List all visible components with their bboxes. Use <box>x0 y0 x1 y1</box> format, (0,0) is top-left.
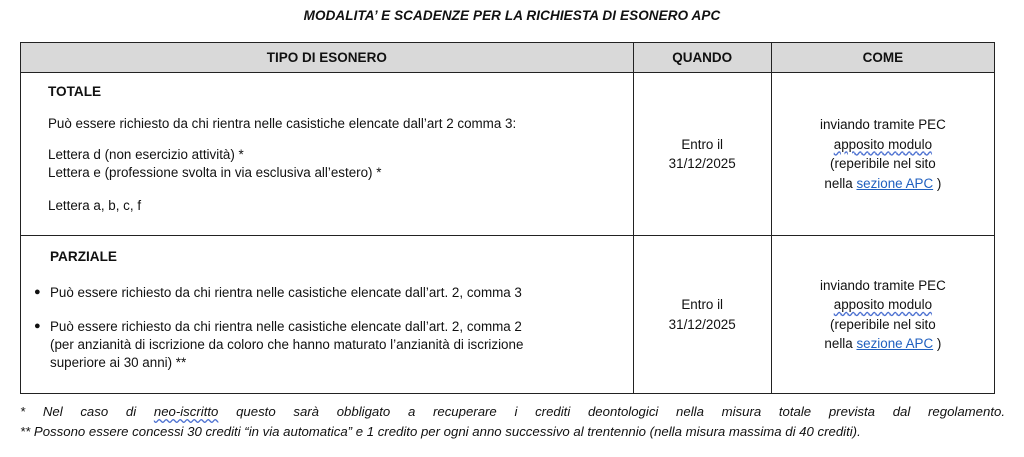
bullet-icon: ● <box>34 286 41 298</box>
tipo-cell-parziale <box>21 236 634 394</box>
parziale-bullet-1: Può essere richiesto da chi rientra nelle casistiche elencate dall’art. 2, comma 3 <box>50 285 522 300</box>
header-quando: QUANDO <box>633 43 771 73</box>
totale-letter-d: Lettera d (non esercizio attività) * <box>48 147 244 162</box>
totale-letter-e: Lettera e (professione svolta in via esclusiva all’estero) * <box>48 165 382 180</box>
document-title: MODALITA’ E SCADENZE PER LA RICHIESTA DI ESONERO APC <box>303 8 721 23</box>
when-line-1: Entro il <box>681 297 724 312</box>
come-cell-parziale <box>771 236 994 394</box>
sezione-apc-link[interactable]: sezione APC <box>856 175 934 191</box>
module-link[interactable]: apposito modulo <box>833 136 933 152</box>
when-line-1: Entro il <box>681 136 724 152</box>
bullet-icon: ● <box>34 320 41 332</box>
parziale-bullet-2-line-1: Può essere richiesto da chi rientra nelle casistiche elencate dall’art. 2, comma 2 <box>50 319 522 334</box>
how-post: ) <box>936 175 942 191</box>
footnote-1-term: neo-iscritto <box>153 404 219 419</box>
when-date: 31/12/2025 <box>668 316 736 332</box>
parziale-bullet-2-line-3: superiore ai 30 anni) ** <box>50 355 187 370</box>
totale-letter-abcf: Lettera a, b, c, f <box>48 198 142 213</box>
table-row <box>21 236 995 394</box>
how-line-1: inviando tramite PEC <box>819 277 946 293</box>
type-label-parziale: PARZIALE <box>50 249 117 264</box>
table-row <box>21 73 995 236</box>
type-label-totale: TOTALE <box>48 84 102 99</box>
header-come: COME <box>771 43 994 73</box>
come-cell-totale <box>771 73 994 236</box>
footnote-1-post: questo sarà obbligato a recuperare i crediti deontologici nella misura totale prevista dal regolamento. <box>236 404 1005 419</box>
when-date: 31/12/2025 <box>668 156 736 171</box>
quando-cell-totale <box>633 73 771 236</box>
quando-cell-parziale <box>633 236 771 394</box>
how-post: ) <box>936 336 942 351</box>
footnote-2: ** Possono essere concessi 30 crediti “in via automatica” e 1 credito per ogni anno successivo al trentennio (nella misura massima di 40 crediti). <box>20 424 861 439</box>
how-pre: nella <box>824 175 853 191</box>
table-header-row <box>21 43 995 73</box>
how-line-2: (reperibile nel sito <box>830 316 936 332</box>
module-link[interactable]: apposito modulo <box>833 297 933 312</box>
sezione-apc-link[interactable]: sezione APC <box>856 336 934 351</box>
how-pre: nella <box>824 336 853 351</box>
footnote-1 <box>20 402 1005 422</box>
tipo-cell-totale <box>21 73 634 236</box>
footnotes <box>20 402 1005 442</box>
how-line-1: inviando tramite PEC <box>819 117 946 132</box>
footnote-1-pre: * Nel caso di <box>20 404 137 419</box>
how-line-2: (reperibile nel sito <box>830 156 936 171</box>
totale-intro: Può essere richiesto da chi rientra nelle casistiche elencate dall’art 2 comma 3: <box>48 116 517 131</box>
header-tipo: TIPO DI ESONERO <box>21 43 634 73</box>
parziale-bullet-2-line-2: (per anzianità di iscrizione da coloro che hanno maturato l’anzianità di iscrizione <box>50 337 524 352</box>
exemption-table <box>20 42 995 394</box>
